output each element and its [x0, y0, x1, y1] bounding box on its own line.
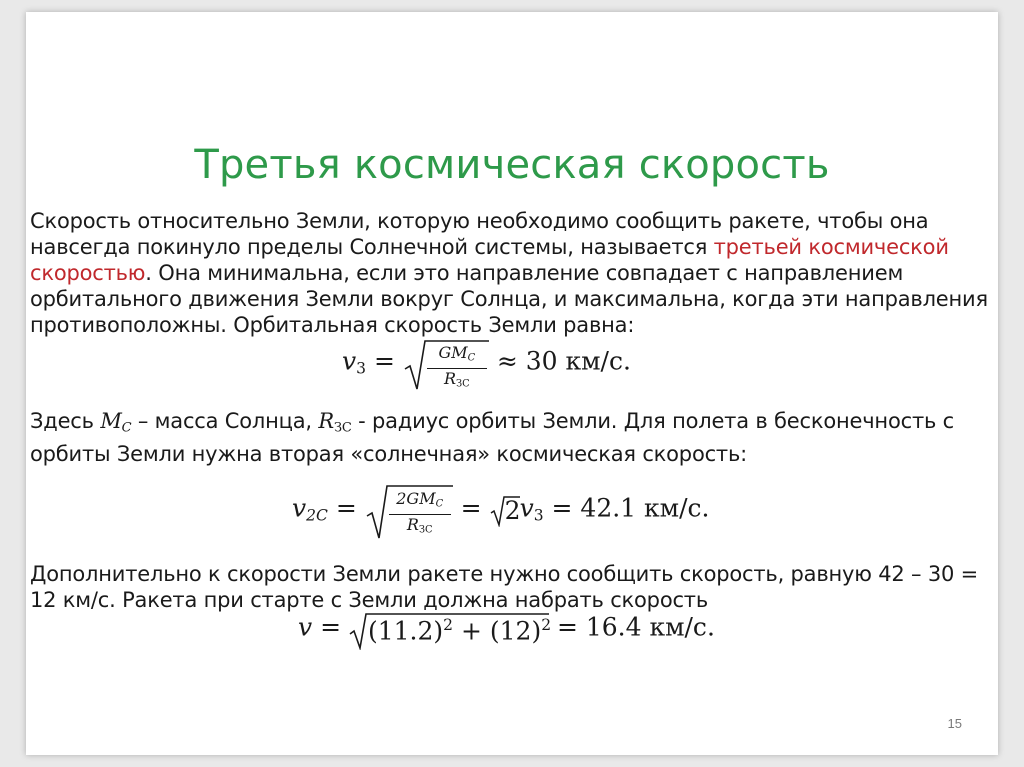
square-root	[365, 484, 453, 536]
formula-result: = 42.1 км/с.	[551, 493, 710, 523]
paragraph-text: Скорость относительно Земли, которую необходимо сообщить ракете, чтобы она навсегда покинуло пределы Солнечной системы, называется	[30, 209, 929, 259]
radicand: 2	[504, 496, 521, 525]
symbol-mass: M	[100, 409, 122, 433]
formula-symbol: v	[298, 612, 313, 642]
paragraph-text: - радиус орбиты Земли. Для полета в бесконечность с орбиты Земли нужна вторая «солнечная» космическая скорость:	[30, 409, 954, 467]
symbol-mass-subscript: C	[121, 420, 132, 436]
fraction	[427, 344, 487, 394]
highlighted-term: третьей космической скоростью	[30, 235, 949, 285]
formula-result: = 16.4 км/с.	[556, 612, 715, 642]
slide-title: Третья космическая скорость	[194, 142, 830, 188]
formula-subscript: 2C	[306, 506, 328, 525]
paragraph-text: – масса Солнца,	[131, 409, 319, 433]
formula-symbol: v	[342, 346, 357, 376]
formula-operator: =	[320, 612, 342, 642]
denominator-subscript: ЗС	[418, 524, 433, 536]
fraction-numerator	[427, 344, 487, 369]
square-root-two	[490, 495, 520, 525]
formula-subscript: 3	[533, 506, 544, 525]
paragraph-explanation	[30, 408, 996, 467]
formula-symbol: v	[292, 493, 307, 523]
radicand-term: (12)	[489, 616, 542, 646]
numerator-text: GM	[438, 343, 468, 362]
paragraph-additional: Дополнительно к скорости Земли ракете нужно сообщить скорость, равную 42 – 30 = 12 км/с. Ракета при старте с Земли должна набрать скорость	[30, 562, 979, 612]
slide	[26, 12, 998, 755]
formula-symbol: v	[519, 493, 534, 523]
paragraph-text: Здесь	[30, 409, 101, 433]
symbol-radius: R	[318, 409, 334, 433]
denominator-subscript: ЗС	[456, 378, 470, 390]
square-root	[349, 612, 552, 646]
fraction-denominator	[389, 515, 451, 539]
denominator-text: R	[443, 369, 456, 389]
radicand-term: (11.2)	[367, 616, 444, 646]
radicand	[368, 616, 551, 645]
symbol-radius-subscript: ЗС	[334, 420, 352, 436]
formula-second-solar-speed	[292, 484, 709, 536]
formula-operator: =	[460, 493, 482, 523]
radicand-exponent: 2	[541, 616, 552, 634]
fraction	[389, 490, 451, 540]
formula-operator: =	[373, 346, 395, 376]
paragraph-definition	[30, 208, 996, 338]
numerator-subscript: C	[467, 352, 476, 364]
formula-result: ≈ 30 км/с.	[496, 346, 631, 376]
formula-operator: +	[460, 616, 482, 646]
radicand-exponent: 2	[443, 616, 454, 634]
numerator-subscript: C	[435, 498, 444, 510]
numerator-text: 2GM	[396, 489, 436, 508]
square-root	[403, 339, 489, 390]
page-number: 15	[947, 716, 962, 731]
denominator-text: R	[406, 515, 419, 535]
formula-orbital-speed	[342, 339, 631, 390]
paragraph-text: . Она минимальна, если это направление совпадает с направлением орбитального движения Земли вокруг Солнца, и максимальна, когда эти направления противоположны. Орбитальная скорость Земли равна:	[30, 261, 988, 337]
formula-subscript: 3	[356, 359, 366, 378]
formula-operator: =	[335, 493, 357, 523]
fraction-denominator	[427, 369, 487, 393]
fraction-numerator	[389, 490, 451, 515]
formula-launch-speed	[298, 612, 715, 646]
